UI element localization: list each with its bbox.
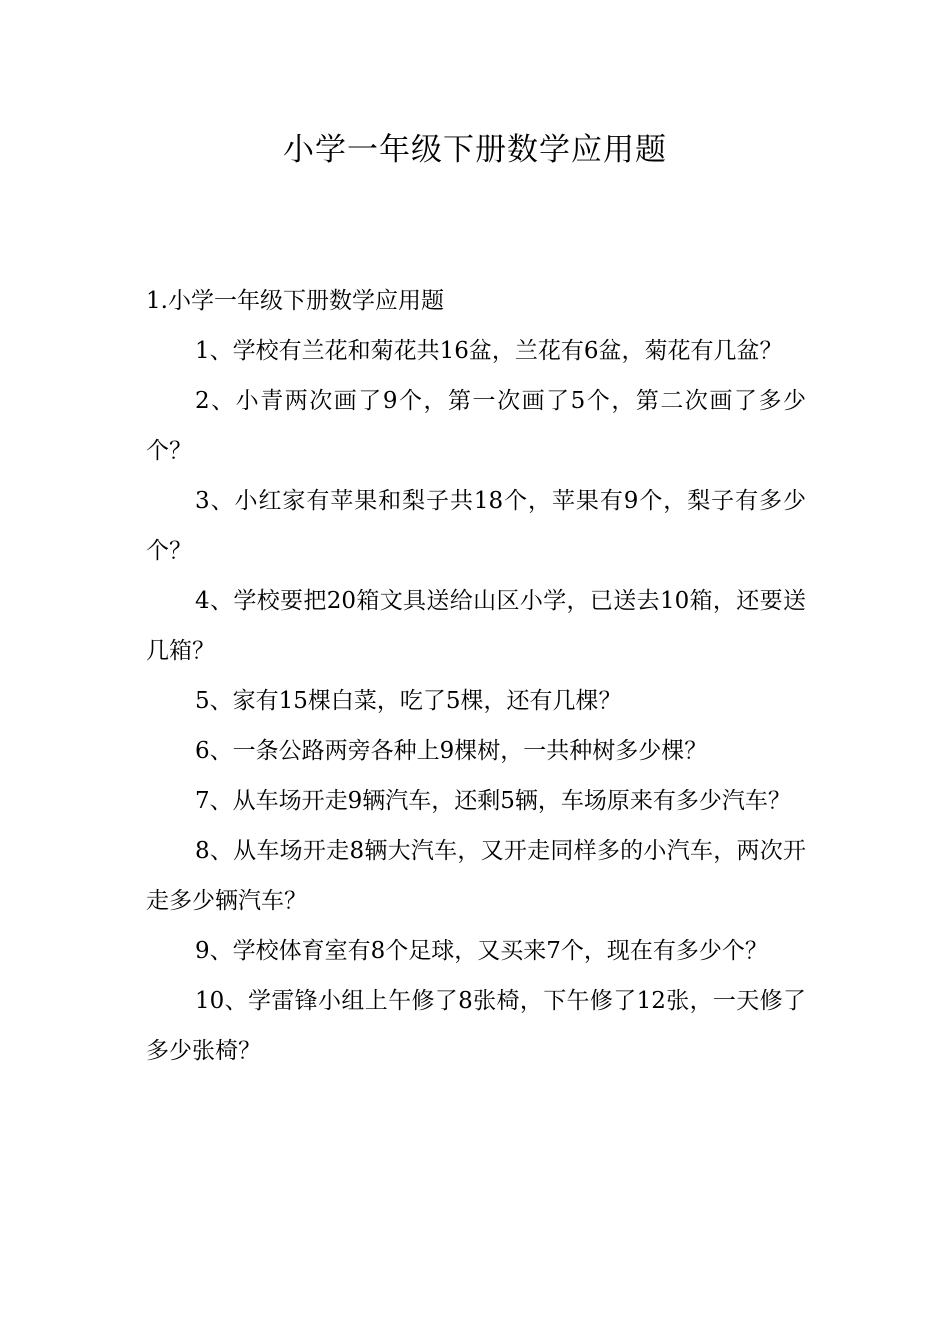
document-body	[146, 276, 806, 1076]
section-heading: 1.小学一年级下册数学应用题	[146, 288, 444, 314]
problem-item-8: 8、从车场开走8辆大汽车，又开走同样多的小汽车，两次开走多少辆汽车？	[146, 838, 806, 914]
problem-item-4: 4、学校要把20箱文具送给山区小学，已送去10箱，还要送几箱？	[146, 588, 806, 664]
problem-item-10: 10、学雷锋小组上午修了8张椅，下午修了12张，一天修了多少张椅？	[146, 988, 806, 1064]
document-title: 小学一年级下册数学应用题	[283, 132, 667, 168]
problem-item-3: 3、小红家有苹果和梨子共18个，苹果有9个，梨子有多少个？	[146, 488, 806, 564]
problem-item-5: 5、家有15棵白菜，吃了5棵，还有几棵？	[195, 688, 622, 714]
problem-item-6: 6、一条公路两旁各种上9棵树，一共种树多少棵？	[195, 738, 708, 764]
problem-item-7: 7、从车场开走9辆汽车，还剩5辆，车场原来有多少汽车？	[195, 788, 791, 814]
problem-item-2: 2、小青两次画了9个，第一次画了5个，第二次画了多少个？	[146, 388, 806, 464]
problem-item-1: 1、学校有兰花和菊花共16盆，兰花有6盆，菊花有几盆？	[195, 338, 783, 364]
problem-item-9: 9、学校体育室有8个足球，又买来7个，现在有多少个？	[195, 938, 768, 964]
